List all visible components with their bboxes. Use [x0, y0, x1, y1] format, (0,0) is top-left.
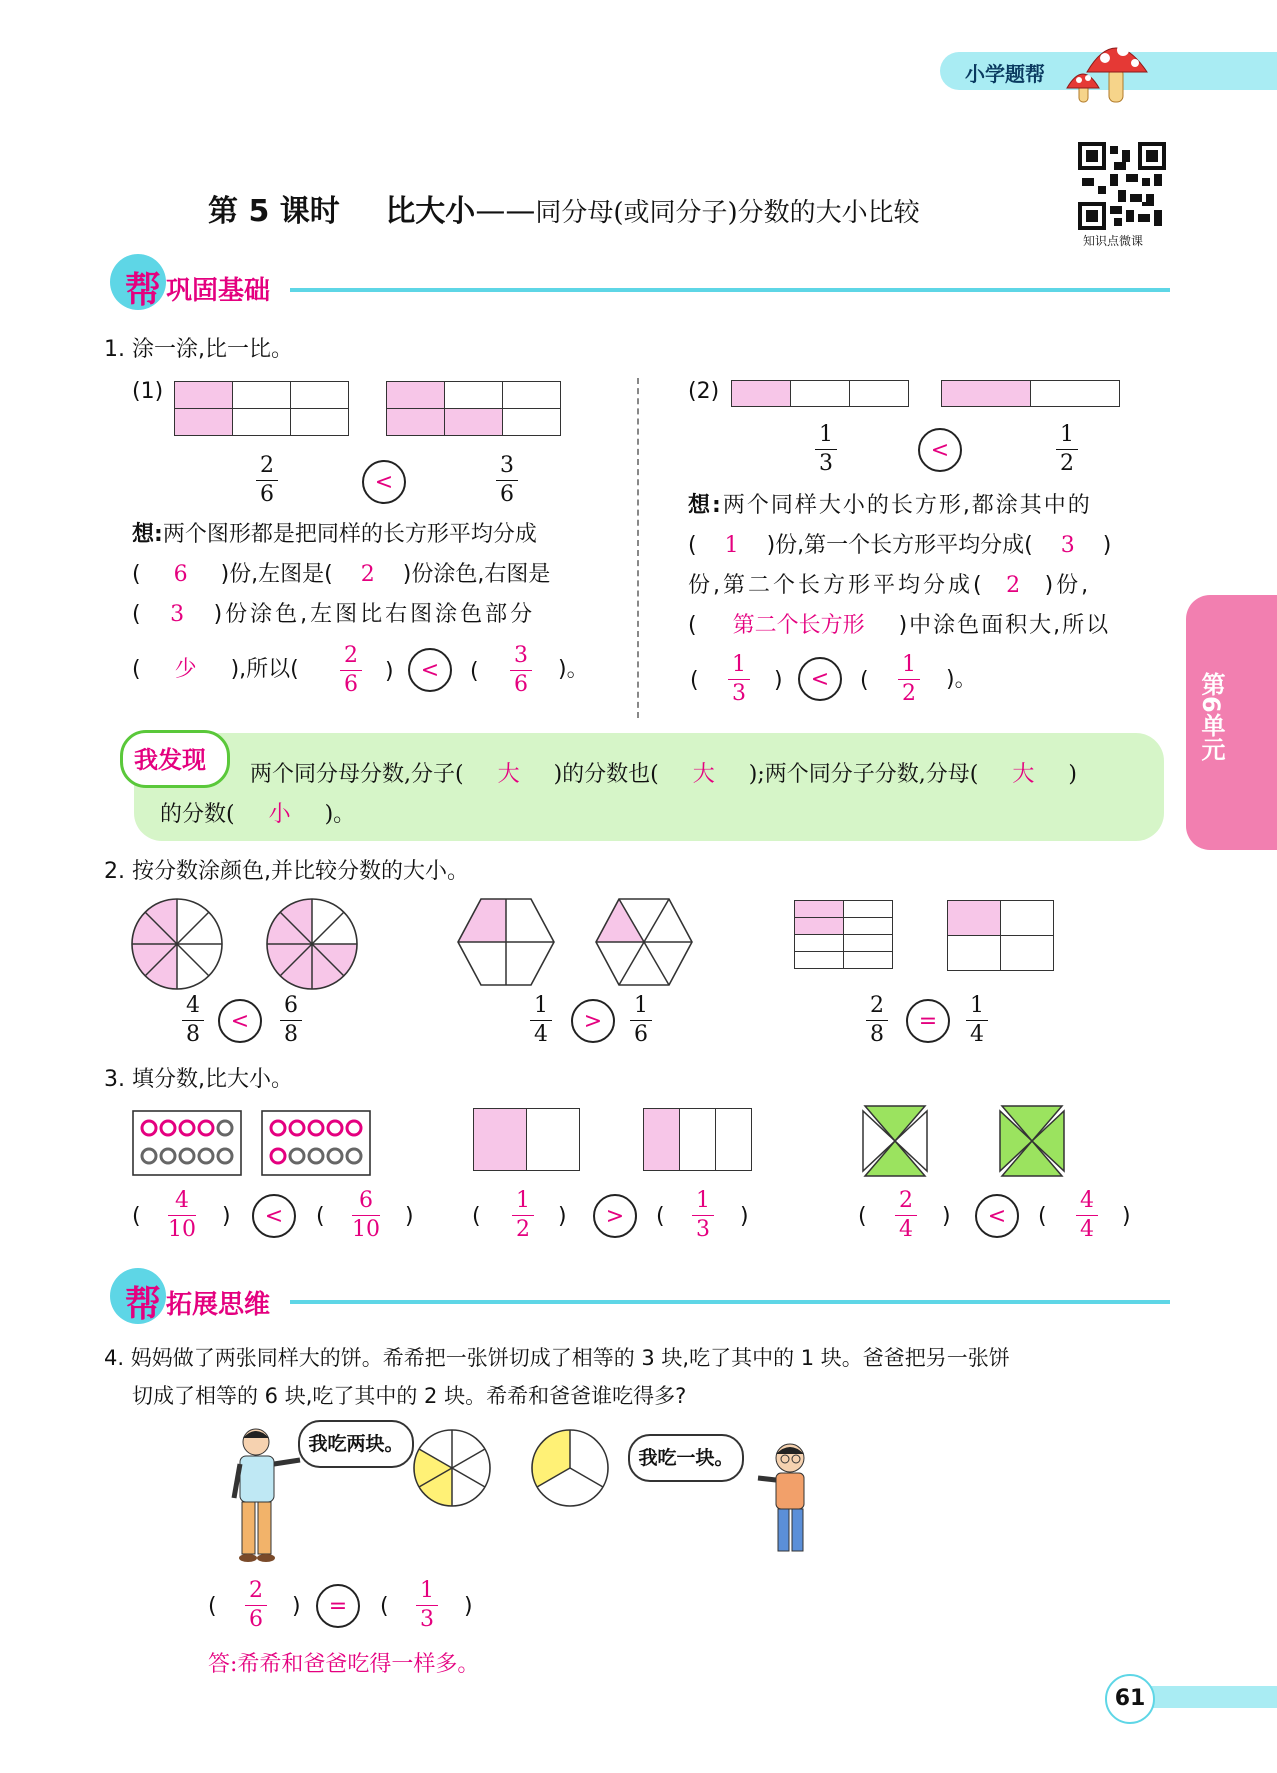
answer-blank[interactable]: 1: [724, 533, 739, 558]
q4-answer[interactable]: 答:希希和爸爸吃得一样多。: [208, 1652, 480, 1677]
section-line: [290, 1300, 1170, 1304]
compare-circle[interactable]: =: [316, 1584, 360, 1628]
rect-1-of-3[interactable]: [643, 1108, 752, 1171]
q1-p2-think-line1: 想:两个同样大小的长方形,都涂其中的: [688, 493, 1092, 518]
q1-p2-think-line4: ( 第二个长方形 )中涂色面积大,所以: [688, 606, 1110, 646]
hexagon-1-of-6[interactable]: [594, 897, 694, 987]
fraction: 4 8: [182, 993, 204, 1048]
think-label: 想:: [688, 493, 723, 518]
q1-p1-think-line2: ( 6 )份,左图是( 2 )份涂色,右图是: [132, 555, 550, 595]
question-4-line2: 切成了相等的 6 块,吃了其中的 2 块。希希和爸爸谁吃得多?: [132, 1384, 687, 1408]
fraction: 1 3: [815, 422, 837, 477]
q1-part2-label: (2): [688, 379, 720, 404]
speech-bubble-kid: 我吃一块。: [628, 1434, 744, 1482]
paren: ): [464, 1594, 473, 1619]
question-2-prompt: 2. 按分数涂颜色,并比较分数的大小。: [104, 859, 469, 884]
fraction: 1 4: [530, 993, 552, 1048]
fraction: 2 6: [256, 453, 278, 508]
answer-fraction[interactable]: 1 2: [512, 1188, 534, 1243]
pie-2-of-6[interactable]: [412, 1428, 492, 1508]
discover-badge: 我发现: [134, 746, 206, 774]
rect-1-of-4[interactable]: [947, 900, 1054, 971]
fraction: 1 4: [966, 993, 988, 1048]
answer-fraction[interactable]: 1 3: [728, 652, 750, 707]
discover-line1: 两个同分母分数,分子( 大 )的分数也( 大 );两个同分子分数,分母( 大 ): [250, 755, 1077, 795]
q1-p1-think-line4: ( 少 ),所以(: [132, 650, 299, 690]
compare-circle[interactable]: <: [408, 648, 452, 692]
circle-4-of-8[interactable]: [130, 897, 224, 991]
page-number: 61: [1105, 1674, 1155, 1724]
paren: (: [316, 1204, 325, 1229]
compare-circle[interactable]: =: [906, 999, 950, 1043]
answer-fraction[interactable]: 3 6: [510, 643, 532, 698]
paren: ): [405, 1204, 414, 1229]
compare-circle[interactable]: <: [975, 1194, 1019, 1238]
brand-label: 小学题帮: [965, 62, 1045, 86]
hexagon-1-of-4[interactable]: [456, 897, 556, 987]
mushroom-icon: [1065, 30, 1155, 105]
lesson-topic: 比大小: [385, 194, 476, 229]
answer-blank[interactable]: 大: [692, 762, 715, 787]
bowtie-4-of-4[interactable]: [992, 1104, 1072, 1178]
dashed-divider: [637, 378, 639, 718]
fraction: 1 2: [1056, 422, 1078, 477]
page-title: [208, 186, 920, 230]
paren: ): [740, 1204, 749, 1229]
q1-p1-think-line1: 想:两个图形都是把同样的长方形平均分成: [132, 522, 537, 547]
q1-p2-think-line2: ( 1 )份,第一个长方形平均分成( 3 ): [688, 526, 1111, 566]
q1-rect-3-of-6[interactable]: [386, 381, 561, 436]
think-label: 想:: [132, 522, 163, 547]
answer-fraction[interactable]: 1 2: [898, 652, 920, 707]
compare-circle[interactable]: <: [252, 1194, 296, 1238]
q1-rect-1-of-2[interactable]: [941, 380, 1120, 407]
line-end: )。: [946, 667, 977, 692]
q1-part1-label: (1): [132, 379, 164, 404]
paren: (: [470, 659, 479, 684]
line-end: )。: [558, 657, 589, 682]
question-3-prompt: 3. 填分数,比大小。: [104, 1067, 293, 1092]
rings-6-of-10[interactable]: [261, 1110, 371, 1176]
rect-2-of-8[interactable]: [794, 900, 893, 969]
answer-fraction[interactable]: 1 3: [692, 1188, 714, 1243]
paren: (: [380, 1594, 389, 1619]
q1-rect-1-of-3[interactable]: [731, 380, 909, 407]
answer-blank[interactable]: 6: [173, 562, 188, 587]
paren: (: [690, 668, 699, 693]
answer-fraction[interactable]: 4 4: [1076, 1188, 1098, 1243]
fraction: 3 6: [496, 453, 518, 508]
paren: (: [858, 1204, 867, 1229]
answer-blank[interactable]: 少: [174, 657, 197, 682]
paren: ): [222, 1204, 231, 1229]
answer-fraction[interactable]: 2 6: [340, 643, 362, 698]
compare-circle[interactable]: <: [798, 657, 842, 701]
paren: (: [132, 1204, 141, 1229]
rings-4-of-10[interactable]: [132, 1110, 242, 1176]
compare-circle[interactable]: <: [218, 999, 262, 1043]
question-1-prompt: 1. 涂一涂,比一比。: [104, 337, 293, 362]
q1-rect-2-of-6[interactable]: [174, 381, 349, 436]
answer-blank[interactable]: 大: [1012, 762, 1035, 787]
fraction: 1 6: [630, 993, 652, 1048]
lesson-subtitle: 同分母(或同分子)分数的大小比较: [535, 198, 920, 228]
compare-circle[interactable]: >: [571, 999, 615, 1043]
qr-caption: 知识点微课: [1083, 234, 1144, 248]
paren: (: [208, 1594, 217, 1619]
answer-blank[interactable]: 3: [170, 602, 188, 627]
compare-circle[interactable]: <: [918, 428, 962, 472]
section-line: [290, 288, 1170, 292]
answer-blank[interactable]: 小: [268, 802, 291, 827]
fraction: 6 8: [280, 993, 302, 1048]
paren: (: [1038, 1204, 1047, 1229]
answer-fraction[interactable]: 2 6: [245, 1578, 267, 1633]
section-icon: 帮: [125, 1284, 162, 1325]
circle-6-of-8[interactable]: [265, 897, 359, 991]
question-4-line1: 4. 妈妈做了两张同样大的饼。希希把一张饼切成了相等的 3 块,吃了其中的 1 块。爸爸把另一张饼: [104, 1346, 1010, 1370]
answer-blank[interactable]: 2: [1006, 573, 1024, 598]
discover-line2: 的分数( 小 )。: [160, 795, 355, 835]
speech-bubble-dad: 我吃两块。: [298, 1420, 414, 1468]
bowtie-2-of-4[interactable]: [855, 1104, 935, 1178]
paren: (: [472, 1204, 481, 1229]
answer-blank[interactable]: 第二个长方形: [732, 613, 865, 638]
q1-p1-think-line3: ( 3 )份涂色,左图比右图涂色部分: [132, 595, 535, 635]
answer-fraction[interactable]: 2 4: [895, 1188, 917, 1243]
title-dash: ——: [475, 194, 536, 229]
compare-circle[interactable]: <: [362, 460, 406, 504]
qr-code-icon[interactable]: [1078, 142, 1166, 230]
unit-tab-label: 第6单元: [1197, 672, 1225, 761]
section-icon: 帮: [125, 270, 162, 311]
paren: ): [942, 1204, 951, 1229]
paren: ): [774, 668, 783, 693]
answer-blank[interactable]: 大: [497, 762, 520, 787]
answer-fraction[interactable]: 4 10: [168, 1188, 196, 1242]
section-title: 拓展思维: [166, 1290, 271, 1320]
fraction: 2 8: [866, 993, 888, 1048]
paren: ): [558, 1204, 567, 1229]
answer-blank[interactable]: 2: [360, 562, 375, 587]
dad-figure: [226, 1424, 306, 1564]
paren: ): [385, 659, 394, 684]
paren: (: [656, 1204, 665, 1229]
compare-circle[interactable]: >: [593, 1194, 637, 1238]
section-title: 巩固基础: [166, 276, 271, 306]
paren: (: [860, 668, 869, 693]
kid-figure: [752, 1440, 822, 1560]
paren: ): [1122, 1204, 1131, 1229]
paren: ): [292, 1594, 301, 1619]
answer-blank[interactable]: 3: [1060, 533, 1075, 558]
answer-fraction[interactable]: 1 3: [416, 1578, 438, 1633]
rect-1-of-2[interactable]: [473, 1108, 580, 1171]
lesson-number: 第 5 课时: [208, 194, 340, 229]
q1-p2-think-line3: 份,第二个长方形平均分成( 2 )份,: [688, 566, 1091, 606]
answer-fraction[interactable]: 6 10: [352, 1188, 380, 1242]
pie-1-of-3[interactable]: [530, 1428, 610, 1508]
